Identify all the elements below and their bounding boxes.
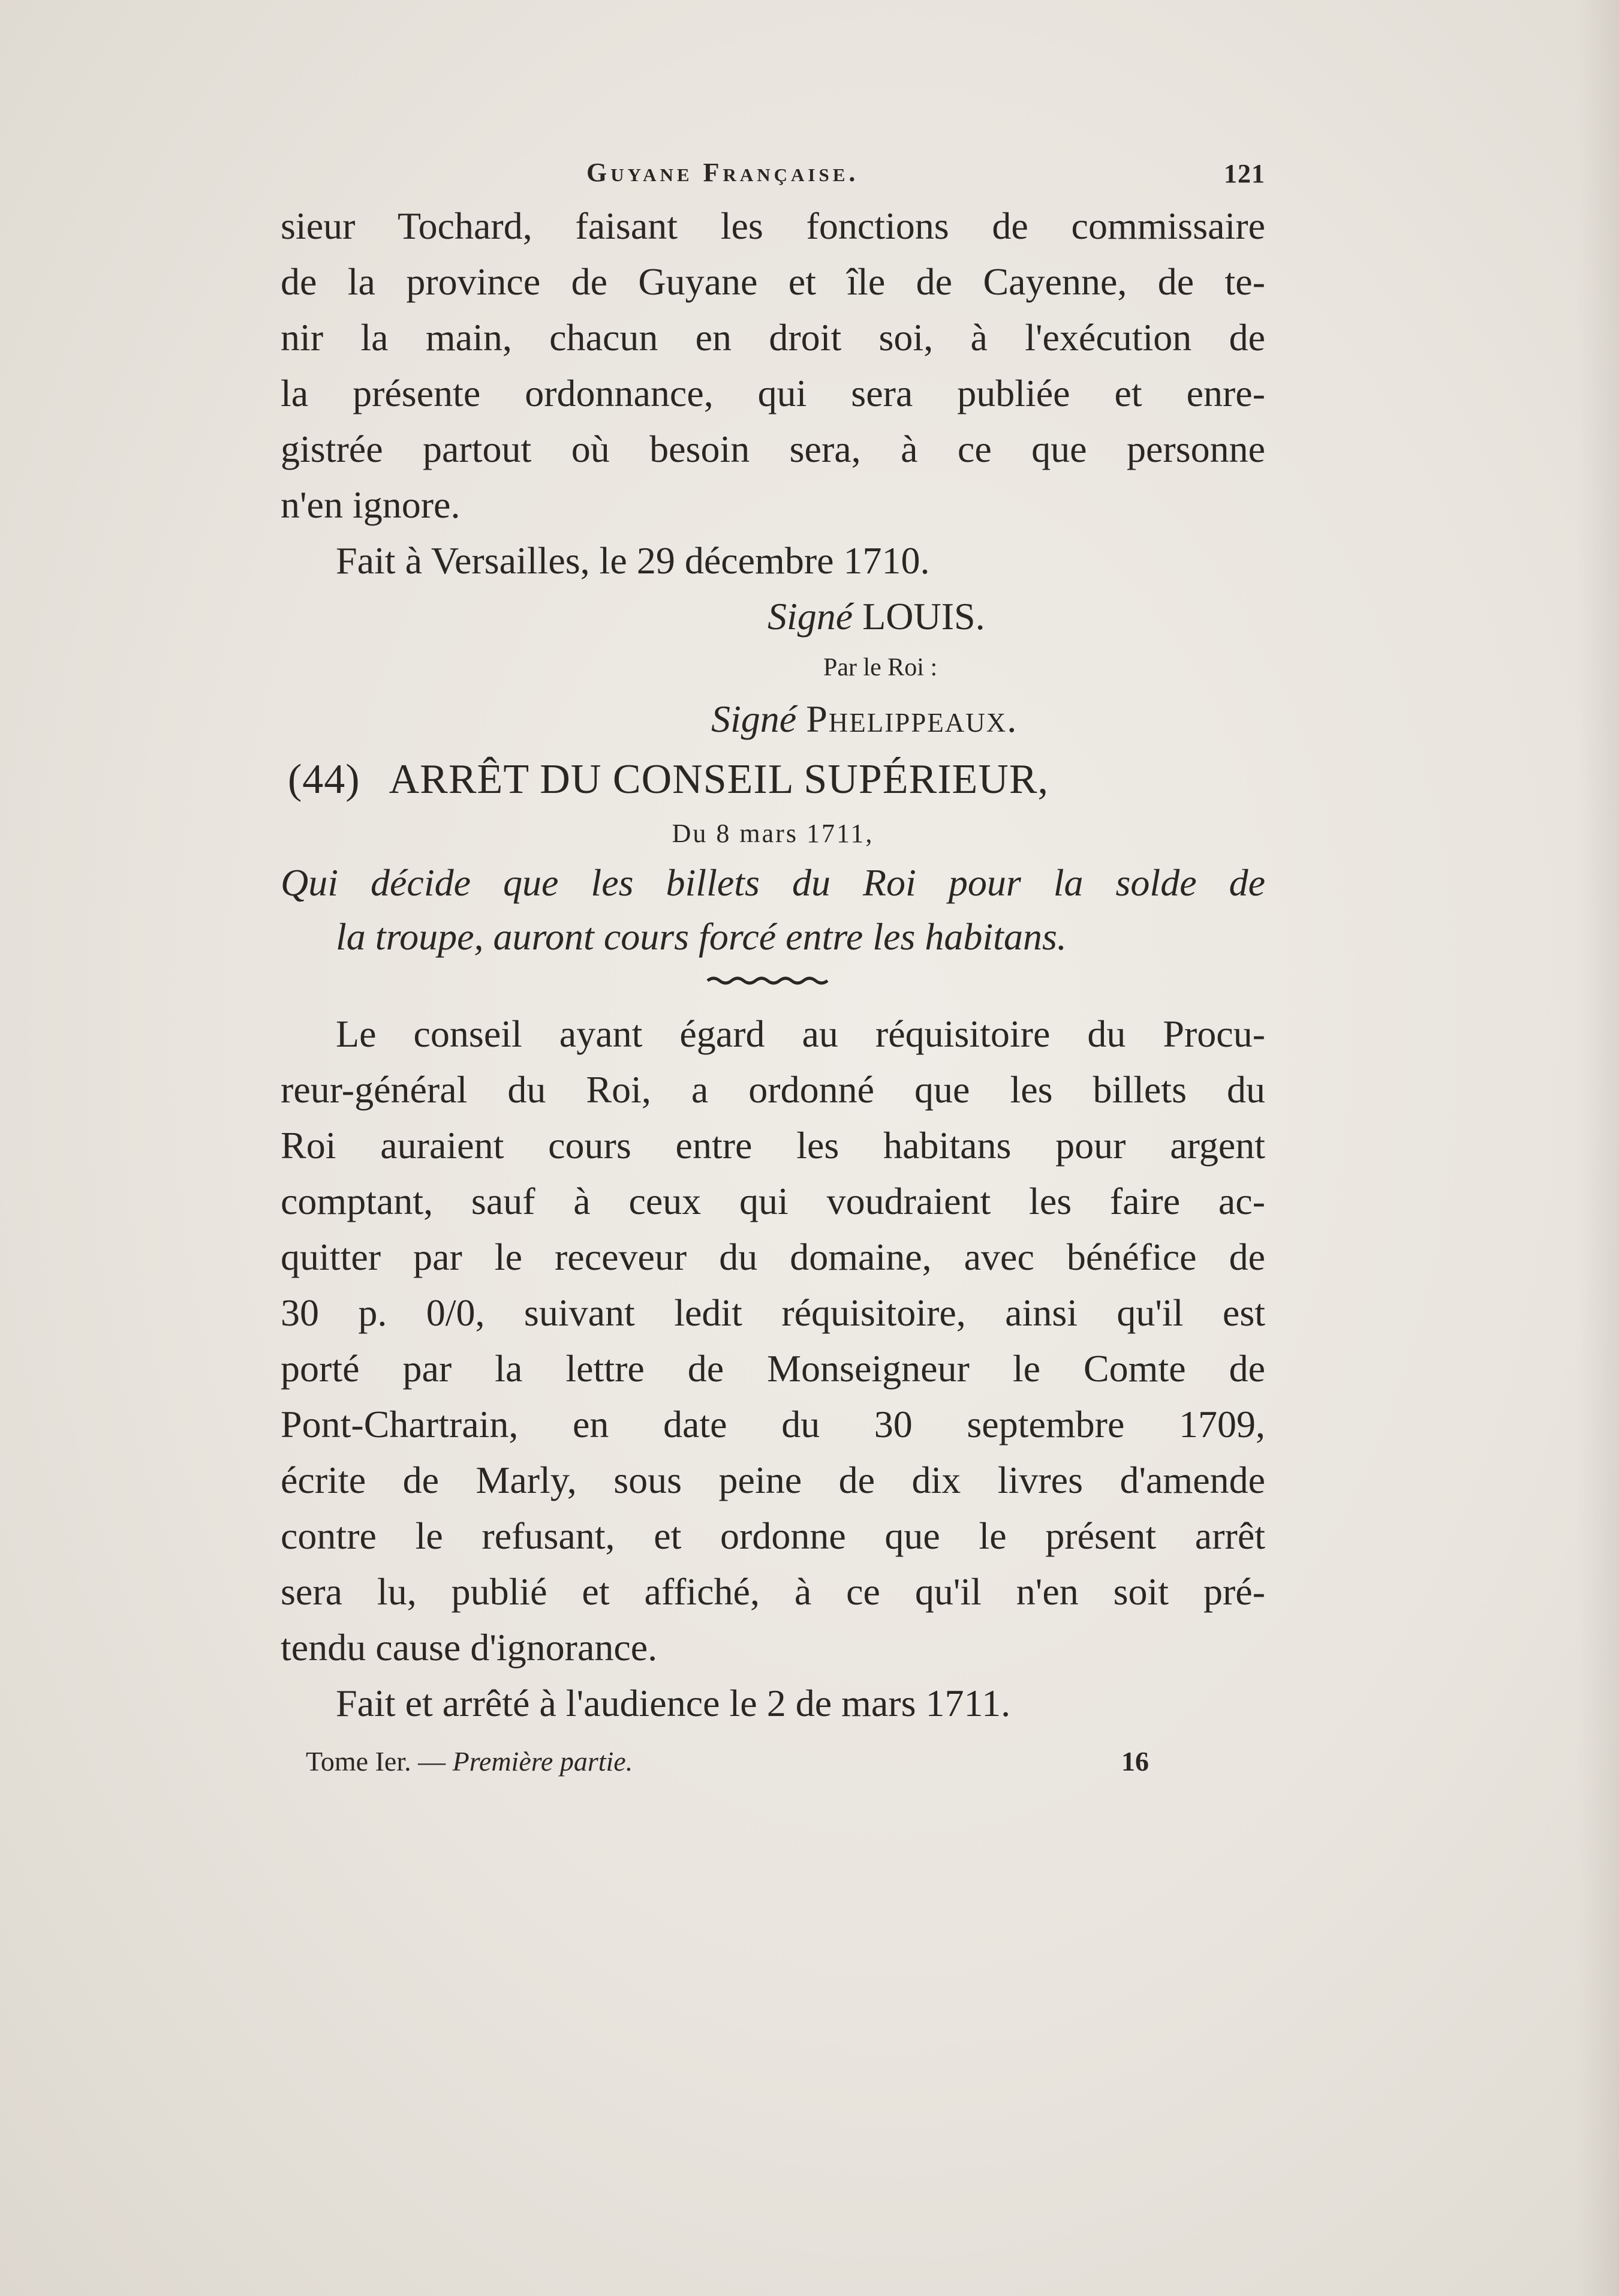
footer-volume-label: Tome Ier. —: [306, 1746, 446, 1777]
signature-king: [281, 588, 1265, 644]
done-at-audience: Fait et arrêté à l'audience le 2 de mars 1711.: [336, 1682, 1011, 1724]
footer-part: Première partie.: [452, 1746, 633, 1777]
countersigned-name: Phelippeaux.: [806, 698, 1018, 740]
body-line: contre le refusant, et ordonne que le présent arrêt: [281, 1514, 1265, 1557]
decree-summary: [281, 856, 1265, 964]
body-line: Pont-Chartrain, en date du 30 septembre 1709,: [281, 1403, 1265, 1445]
wavy-rule-ornament: [281, 964, 1265, 1006]
summary-line: Qui décide que les billets du Roi pour la solde de: [281, 861, 1265, 904]
body-line: nir la main, chacun en droit soi, à l'exécution de: [281, 316, 1265, 359]
body-line: reur-général du Roi, a ordonné que les billets du: [281, 1068, 1265, 1111]
text-block: [281, 150, 1265, 1785]
running-head: [281, 150, 1265, 198]
body-line: Roi auraient cours entre les habitans pour argent: [281, 1124, 1265, 1167]
footer-volume: [306, 1745, 633, 1777]
countersigned-label: Signé: [711, 698, 797, 740]
body-line: tendu cause d'ignorance.: [281, 1626, 658, 1669]
by-the-king: Par le Roi :: [823, 654, 938, 681]
body-line: porté par la lettre de Monseigneur le Comte de: [281, 1347, 1265, 1390]
running-head-title: Guyane Française.: [586, 158, 859, 187]
page-edge-shadow: [1577, 0, 1619, 2296]
ordinance-tail: [281, 198, 1265, 747]
decree-section: [281, 747, 1265, 1731]
done-at-versailles: Fait à Versailles, le 29 décembre 1710.: [336, 539, 930, 582]
countersignature: [281, 691, 1265, 747]
body-line: n'en ignore.: [281, 483, 461, 526]
body-line: 30 p. 0/0, suivant ledit réquisitoire, ainsi qu'il est: [281, 1291, 1265, 1334]
signed-name: LOUIS.: [862, 595, 985, 638]
wavy-rule-icon: [706, 975, 832, 987]
decree-date: Du 8 mars 1711,: [672, 819, 874, 848]
body-line: écrite de Marly, sous peine de dix livres d'amende: [281, 1459, 1265, 1501]
summary-line: la troupe, auront cours forcé entre les habitans.: [336, 915, 1067, 958]
body-line: quitter par le receveur du domaine, avec bénéfice de: [281, 1236, 1265, 1278]
body-line: comptant, sauf à ceux qui voudraient les faire ac-: [281, 1180, 1265, 1222]
decree-title: ARRÊT DU CONSEIL SUPÉRIEUR,: [389, 756, 1049, 803]
body-line: Le conseil ayant égard au réquisitoire du Procu-: [336, 1012, 1265, 1055]
body-line: la présente ordonnance, qui sera publiée et enre-: [281, 372, 1265, 414]
body-line: de la province de Guyane et île de Cayenne, de te-: [281, 260, 1265, 303]
page-footer: [281, 1737, 1265, 1785]
body-line: sera lu, publié et affiché, à ce qu'il n'en soit pré-: [281, 1570, 1265, 1613]
signed-label: Signé: [768, 595, 853, 638]
decree-number: (44): [288, 756, 360, 803]
page-number: 121: [1224, 159, 1265, 188]
body-line: sieur Tochard, faisant les fonctions de commissaire: [281, 205, 1265, 247]
decree-heading: [281, 747, 1265, 813]
body-line: gistrée partout où besoin sera, à ce que personne: [281, 428, 1265, 470]
signature-mark: 16: [1121, 1746, 1149, 1777]
